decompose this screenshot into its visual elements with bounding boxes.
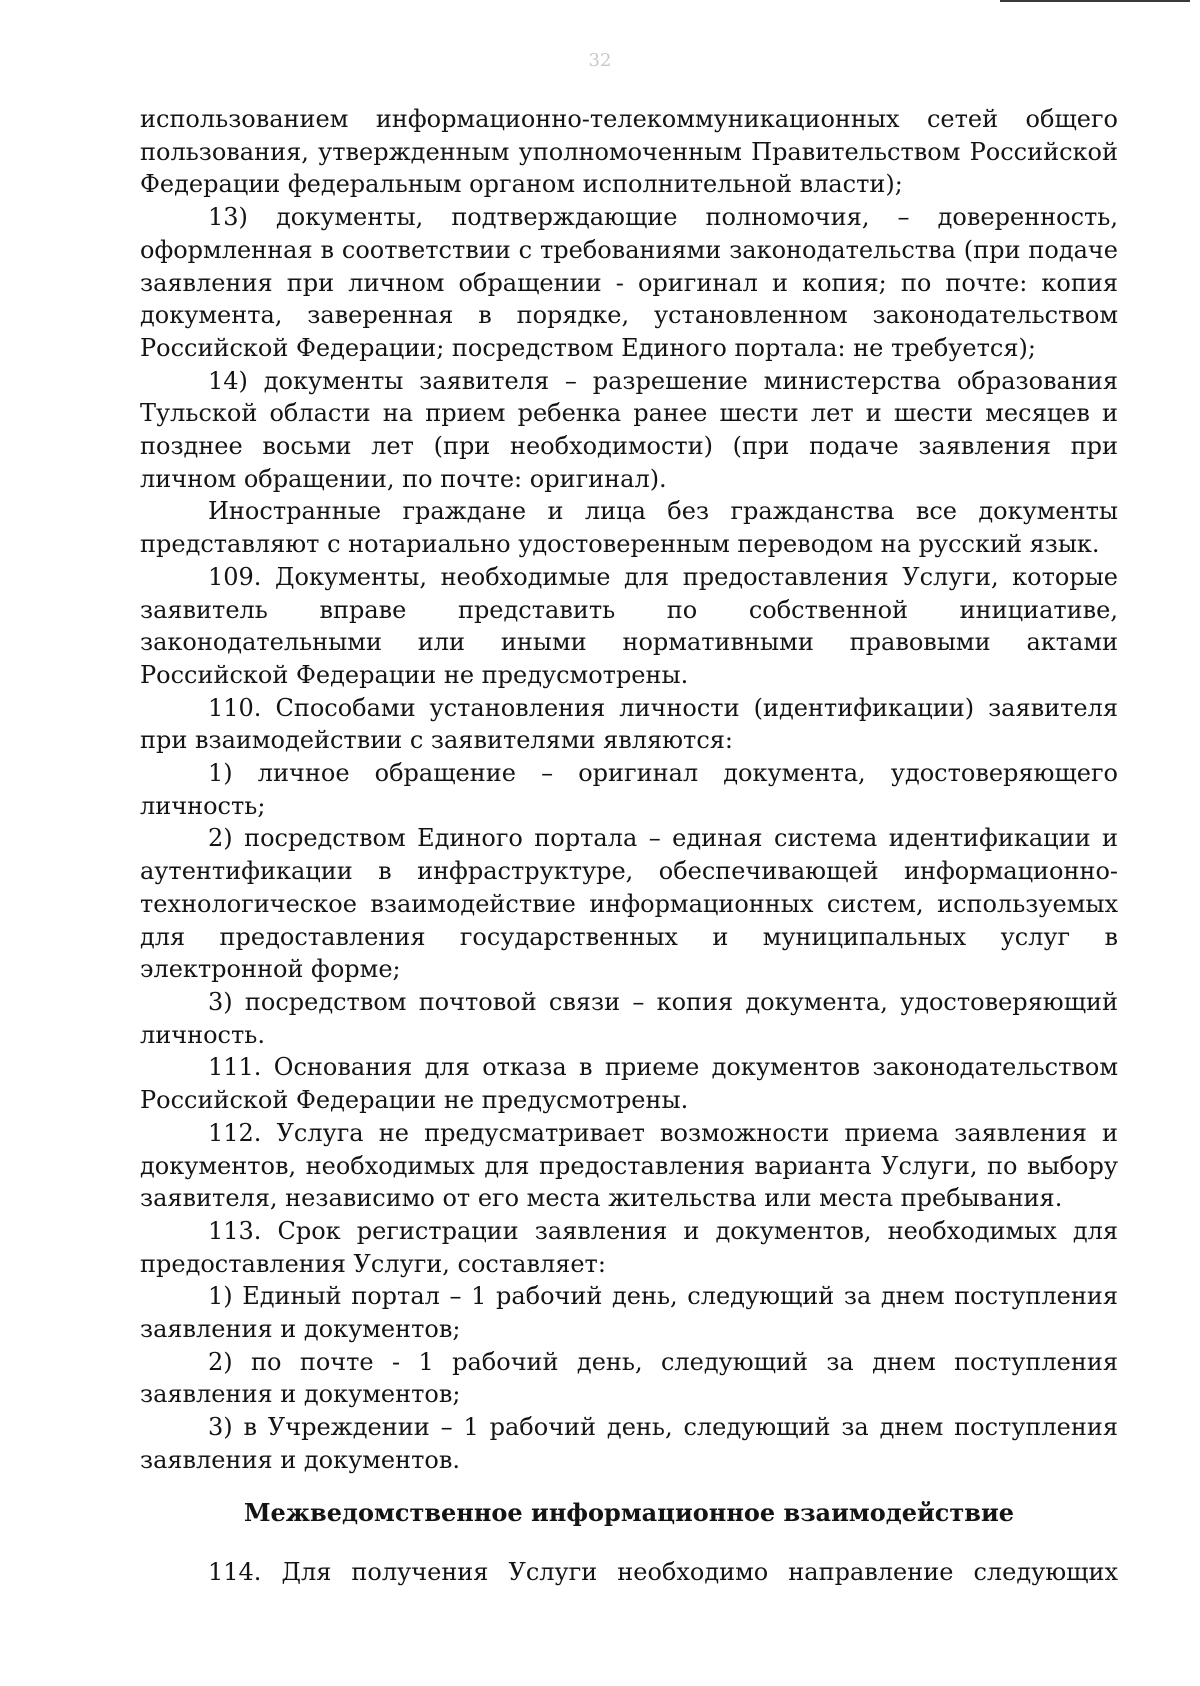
paragraph: 13) документы, подтверждающие полномочия, – доверенность, оформленная в соответствии с требованиями законодательства (при подаче заявления при личном обращении - оригинал и копия; по почте: копия документа, заверенная в порядке, установленном законодательством Российской Федерации; посредством Единого портала: не требуется); xyxy=(140,203,1118,362)
body-text xyxy=(140,103,1118,1477)
paragraph: 1) личное обращение – оригинал документа, удостоверяющего личность; xyxy=(140,759,1118,820)
paragraph: использованием информационно-телекоммуникационных сетей общего пользования, утвержденным уполномоченным Правительством Российской Федерации федеральным органом исполнительной власти); xyxy=(140,105,1118,199)
paragraph: 14) документы заявителя – разрешение министерства образования Тульской области на прием ребенка ранее шести лет и шести месяцев и позднее восьми лет (при необходимости) (при подаче заявления при личном обращении, по почте: оригинал). xyxy=(140,366,1118,493)
paragraph: 109. Документы, необходимые для предоставления Услуги, которые заявитель вправе представить по собственной инициативе, законодательными или иными нормативными правовыми актами Российской Федерации не предусмотрены. xyxy=(140,562,1118,689)
paragraph: 2) по почте - 1 рабочий день, следующий за днем поступления заявления и документов; xyxy=(140,1347,1118,1409)
page-number: 32 xyxy=(588,50,612,71)
paragraph: 111. Основания для отказа в приеме документов законодательством Российской Федерации не предусмотрены. xyxy=(140,1053,1118,1115)
paragraph: 2) посредством Единого портала – единая система идентификации и аутентификации в инфраструктуре, обеспечивающей информационно-технологическое взаимодействие информационных систем, используемых для предоставления государственных и муниципальных услуг в электронной форме; xyxy=(140,824,1118,984)
paragraph: 113. Срок регистрации заявления и документов, необходимых для предоставления Услуги, составляет: xyxy=(140,1216,1118,1278)
paragraph-last: 114. Для получения Услуги необходимо направление следующих xyxy=(208,1558,1118,1586)
section-heading: Межведомственное информационное взаимодействие xyxy=(243,1498,1015,1527)
paragraph: 1) Единый портал – 1 рабочий день, следующий за днем поступления заявления и документов; xyxy=(140,1282,1118,1344)
scan-edge-line xyxy=(1000,0,1190,2)
paragraph: 110. Способами установления личности (идентификации) заявителя при взаимодействии с заявителями являются: xyxy=(140,693,1118,755)
paragraph: Иностранные граждане и лица без гражданства все документы представляют с нотариально удостоверенным переводом на русский язык. xyxy=(140,497,1118,559)
paragraph: 3) в Учреждении – 1 рабочий день, следующий за днем поступления заявления и документов. xyxy=(140,1413,1118,1474)
paragraph: 3) посредством почтовой связи – копия документа, удостоверяющий личность. xyxy=(140,987,1118,1049)
paragraph: 112. Услуга не предусматривает возможности приема заявления и документов, необходимых для предоставления варианта Услуги, по выбору заявителя, независимо от его места жительства или места пребывания. xyxy=(140,1118,1118,1213)
